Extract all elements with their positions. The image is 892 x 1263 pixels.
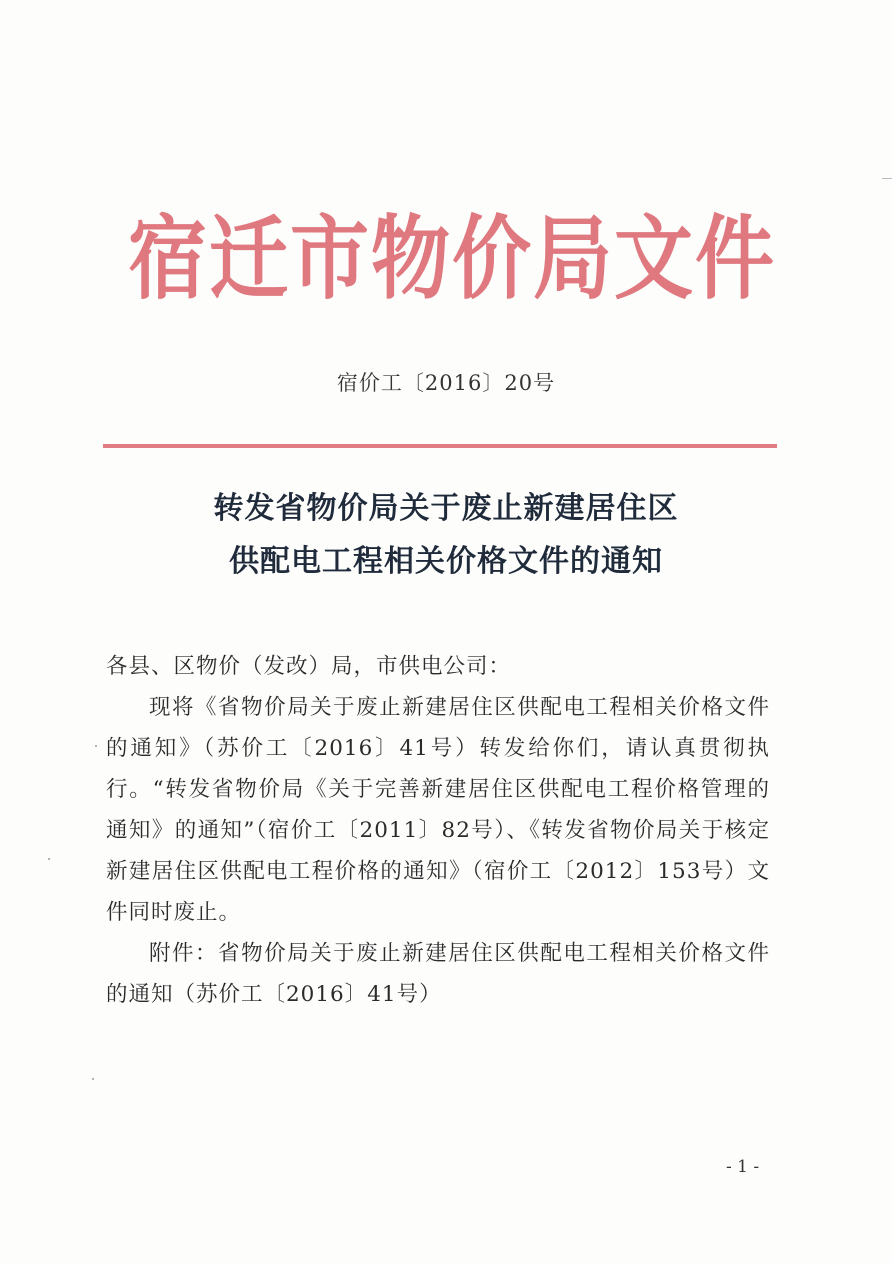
notice-title-line-2: 供配电工程相关价格文件的通知 [229,544,663,579]
issuer-header-title: 宿迁市物价局文件 [128,205,776,312]
notice-body [106,646,770,1015]
scan-speck [48,858,50,860]
scan-speck [95,745,97,747]
notice-title [0,482,892,588]
salutation: 各县、区物价（发改）局，市供电公司： [106,654,512,679]
document-number: 宿价工〔2016〕20号 [336,371,556,395]
scan-edge-mark [882,178,892,179]
scan-speck [92,1078,94,1080]
notice-title-line-1: 转发省物价局关于废止新建居住区 [213,491,679,526]
body-paragraph: 现将《省物价局关于废止新建居住区供配电工程相关价格文件的通知》（苏价工〔2016〕41号）转发给你们，请认真贯彻执行。“转发省物价局《关于完善新建居住区供配电工程价格管理的通知》的通知”（宿价工〔2011〕82号）、《转发省物价局关于核定新建居住区供配电工程价格的通知》（宿价工〔2012〕153号）文件同时废止。 [106,695,770,925]
red-divider-rule [103,444,777,448]
attachment-paragraph: 附件：省物价局关于废止新建居住区供配电工程相关价格文件的通知（苏价工〔2016〕41号） [106,941,770,1007]
page-number: - 1 - [726,1157,760,1177]
